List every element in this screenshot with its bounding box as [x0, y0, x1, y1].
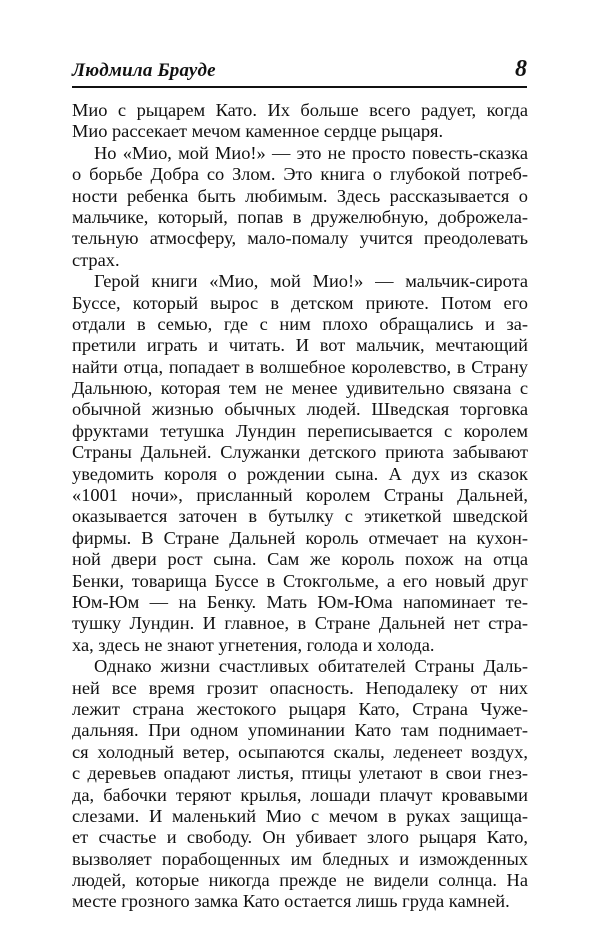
text-line: мальчике, который, попав в дружелюбную, доброжела- — [72, 206, 528, 227]
text-line: Герой книги «Мио, мой Мио!» — мальчик-сирота — [94, 271, 528, 292]
text-line: ха, здесь не знают угнетения, голода и холода. — [72, 634, 435, 655]
paragraph-4 — [72, 656, 528, 913]
text-line: отдали в семью, где с ним плохо обращались и за- — [72, 313, 528, 334]
text-line: Однако жизни счастливых обитателей Страны Даль- — [94, 656, 528, 677]
text-line: ет счастье и свободу. Он убивает злого рыцаря Като, — [72, 827, 528, 848]
text-line: лежит страна жестокого рыцаря Като, Страна Чуже- — [72, 698, 528, 719]
text-line: Дальнюю, которая тем не менее удивительно связана с — [72, 378, 528, 399]
text-line: вызволяет порабощенных им бледных и изможденных — [72, 848, 528, 869]
paragraph-2 — [72, 143, 528, 271]
text-line: людей, которые никогда прежде не видели солнца. На — [72, 870, 528, 891]
text-line: «1001 ночи», присланный королем Страны Дальней, — [72, 485, 528, 506]
text-line: оказывается заточен в бутылку с этикеткой шведской — [72, 506, 528, 527]
text-line: найти отца, попадает в волшебное королевство, в Страну — [72, 356, 528, 377]
text-line: Мио с рыцарем Като. Их больше всего радует, когда — [72, 100, 528, 120]
text-line: с деревьев опадают листья, птицы улетают в свои гнез- — [72, 763, 528, 784]
text-line: претили играть и читать. И вот мальчик, мечтающий — [72, 335, 528, 356]
text-line: фруктами тетушка Лундин переписывается с королем — [72, 420, 528, 441]
text-line: да, бабочки теряют крылья, лошади плачут кровавыми — [72, 784, 528, 805]
text-line: страх. — [72, 249, 120, 270]
paragraph-3 — [72, 271, 528, 656]
text-line: ности ребенка быть любимым. Здесь рассказывается о — [72, 185, 528, 206]
running-header-author: Людмила Брауде — [72, 60, 216, 81]
text-line: ной двери рост сына. Сам же король похож на отца — [72, 549, 528, 570]
text-line: обычной жизнью обычных людей. Шведская торговка — [72, 399, 528, 420]
text-line: Мио рассекает мечом каменное сердце рыцаря. — [72, 121, 444, 142]
text-line: Страны Дальней. Служанки детского приюта забывают — [72, 442, 528, 463]
body-text — [72, 100, 528, 913]
header-rule — [72, 86, 527, 88]
text-line: Буссе, который вырос в детском приюте. Потом его — [72, 292, 528, 313]
text-line: уведомить короля о рождении сына. А дух из сказок — [72, 463, 528, 484]
running-header — [72, 56, 527, 90]
text-line: Юм-Юм — на Бенку. Мать Юм-Юма напоминает те- — [72, 591, 528, 612]
text-line: фирмы. В Стране Дальней король отмечает на кухон- — [72, 527, 528, 548]
text-line: Но «Мио, мой Мио!» — это не просто повесть-сказка — [94, 142, 528, 163]
text-line: слезами. И маленький Мио с мечом в руках защища- — [72, 805, 528, 826]
paragraph-1 — [72, 100, 528, 143]
text-line: Бенки, товарища Буссе в Стокгольме, а его новый друг — [72, 570, 528, 591]
text-line: тушку Лундин. И главное, в Стране Дальней нет стра- — [72, 613, 528, 634]
text-line: тельную атмосферу, мало-помалу учится преодолевать — [72, 228, 528, 249]
text-line: месте грозного замка Като остается лишь груда камней. — [72, 891, 510, 912]
text-line: дальняя. При одном упоминании Като там поднимает- — [72, 720, 528, 741]
text-line: о борьбе Добра со Злом. Это книга о глубокой потреб- — [72, 164, 528, 185]
text-line: ней все время грозит опасность. Неподалеку от них — [72, 677, 528, 698]
page-number: 8 — [515, 56, 527, 82]
text-line: ся холодный ветер, осыпаются скалы, леденеет воздух, — [72, 741, 528, 762]
